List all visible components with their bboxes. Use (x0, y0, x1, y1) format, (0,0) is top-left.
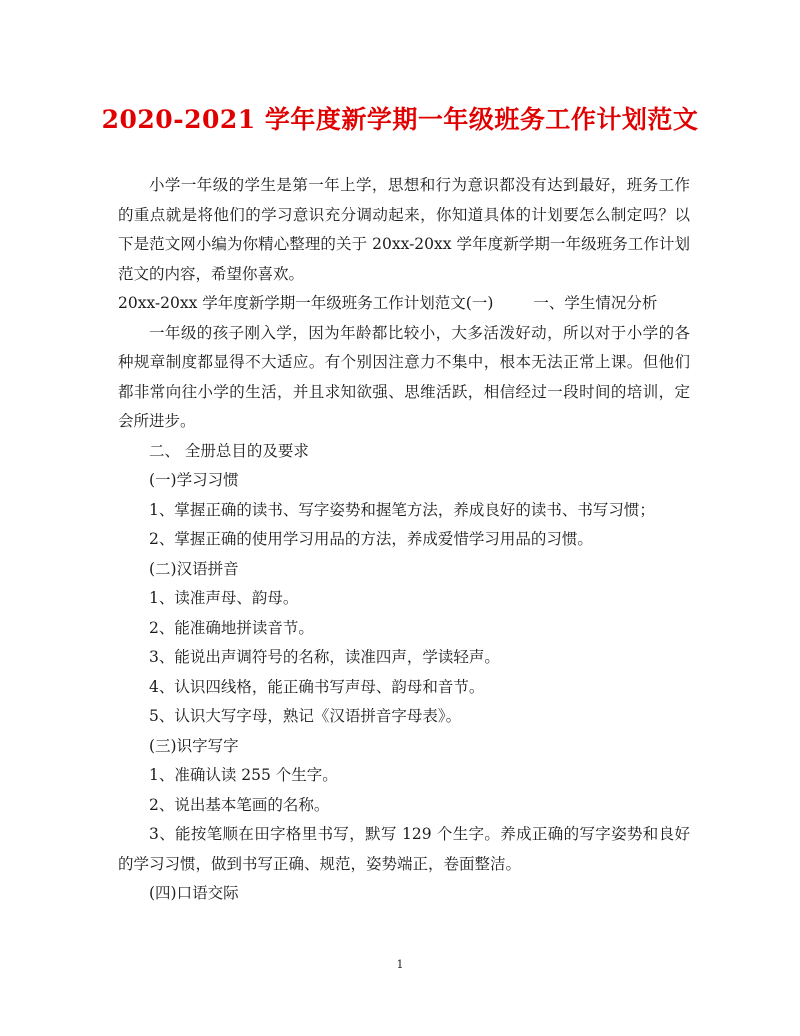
list-item: 5、认识大写字母，熟记《汉语拼音字母表》。 (149, 707, 462, 725)
document-body (118, 171, 690, 909)
list-item: 2、能准确地拼读音节。 (149, 618, 314, 637)
page-number: 1 (396, 958, 404, 971)
list-item: (二)汉语拼音 (149, 559, 239, 578)
document-title: 2020-2021 学年度新学期一年级班务工作计划范文 (101, 105, 699, 134)
list-item: (一)学习习惯 (149, 471, 239, 489)
list-item: (三)识字写字 (149, 736, 239, 755)
list-item: 1、准确认读 255 个生字。 (149, 766, 338, 784)
list-item: 1、读准声母、韵母。 (149, 589, 299, 607)
list-item: (四)口语交际 (149, 884, 239, 902)
list-item: 2、掌握正确的使用学习用品的方法，养成爱惜学习用品的习惯。 (149, 530, 593, 548)
section-heading-line (118, 289, 690, 319)
intro-paragraph: 小学一年级的学生是第一年上学，思想和行为意识都没有达到最好，班务工作的重点就是将他们的学习意识充分调动起来，你知道具体的计划要怎么制定吗？以下是范文网小编为你精心整理的关于 20xx-20xx 学年度新学期一年级班务工作计划范文的内容，希望你喜欢。 (118, 176, 690, 283)
section-one-body: 一年级的孩子刚入学，因为年龄都比较小，大多活泼好动，所以对于小学的各种规章制度都显得不大适应。有个别因注意力不集中，根本无法正常上课。但他们都非常向往小学的生活，并且求知欲强、思维活跃，相信经过一段时间的培训，定会所进步。 (118, 323, 690, 430)
list-item: 4、认识四线格，能正确书写声母、韵母和音节。 (149, 677, 485, 696)
list-item: 2、说出基本笔画的名称。 (149, 795, 330, 814)
list-item: 3、能按笔顺在田字格里书写，默写 129 个生字。养成正确的写字姿势和良好的学习习惯，做到书写正确、规范，姿势端正，卷面整洁。 (118, 825, 690, 873)
section-two-title: 二、 全册总目的及要求 (149, 441, 309, 460)
list-item: 3、能说出声调符号的名称，读准四声，学读轻声。 (149, 648, 500, 666)
section-one-title: 一、学生情况分析 (533, 294, 658, 312)
list-item: 1、掌握正确的读书、写字姿势和握笔方法，养成良好的读书、书写习惯； (149, 500, 655, 519)
section-heading: 20xx-20xx 学年度新学期一年级班务工作计划范文(一) (118, 294, 494, 312)
